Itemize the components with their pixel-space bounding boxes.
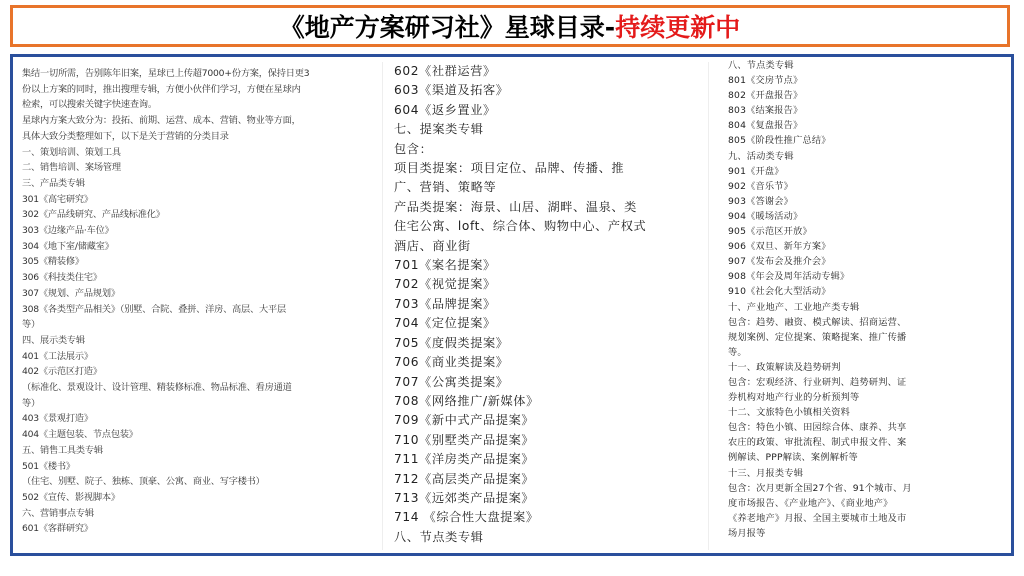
catalog-line: 708《网络推广/新媒体》 — [394, 393, 539, 408]
catalog-line: 农庄的政策、审批流程、制式申报文件、案 — [728, 437, 907, 449]
catalog-line: 星球内方案大致分为：投拓、前期、运营、成本、营销、物业等方面， — [22, 115, 301, 127]
catalog-line: 份以上方案的同时，推出搜理专辑，方便小伙伴们学习，方便在星球内 — [22, 83, 301, 95]
catalog-line: （标准化、景观设计、设计管理、精装修标准、物品标准、看房通道 — [22, 382, 292, 394]
catalog-line: 酒店、商业街 — [394, 238, 471, 253]
catalog-line: 707《公寓类提案》 — [394, 374, 509, 389]
catalog-line: 304《地下室/储藏室》 — [22, 240, 114, 252]
catalog-line: 906《双旦、新年方案》 — [728, 241, 831, 253]
catalog-line: 601《客群研究》 — [22, 523, 93, 535]
catalog-line: 603《渠道及拓客》 — [394, 83, 509, 98]
catalog-line: 901《开盘》 — [728, 165, 784, 177]
catalog-line: 604《返乡置业》 — [394, 102, 496, 117]
catalog-column-3 — [728, 58, 990, 556]
catalog-line: 602《社群运营》 — [394, 64, 496, 78]
catalog-line: 805《阶段性推广总结》 — [728, 135, 831, 147]
catalog-line: 等。 — [728, 346, 747, 358]
catalog-line: 401《工法展示》 — [22, 350, 93, 362]
catalog-line: 714 《综合性大盘提案》 — [394, 510, 539, 525]
catalog-line: 303《边缘产品·车位》 — [22, 225, 114, 237]
catalog-line: 702《视觉提案》 — [394, 277, 496, 292]
catalog-line: 等） — [22, 397, 40, 409]
catalog-line: 住宅公寓、loft、综合体、购物中心、产权式 — [394, 219, 647, 234]
catalog-line: 306《科技类住宅》 — [22, 272, 102, 284]
catalog-line: 规划案例、定位提案、策略提案、推广传播 — [728, 331, 907, 343]
catalog-line: 包含：趋势、融资、模式解读、招商运营、 — [728, 316, 907, 328]
catalog-line: 产品类提案：海景、山居、湖畔、温泉、类 — [394, 199, 637, 214]
catalog-line: 广、营销、策略等 — [394, 180, 497, 195]
column-divider — [708, 62, 709, 550]
catalog-line: 《养老地产》月报、全国主要城市土地及市 — [728, 512, 907, 524]
catalog-line: 701《案名提案》 — [394, 258, 496, 273]
column-divider — [382, 62, 383, 550]
catalog-line: 包含：特色小镇、田园综合体、康养、共享 — [728, 422, 907, 434]
catalog-line: 一、策划培训、策划工具 — [22, 146, 121, 158]
catalog-line: 910《社会化大型活动》 — [728, 286, 831, 298]
catalog-line: 集结一切所需，告别陈年旧案，星球已上传超7000+份方案，保持日更3 — [22, 68, 310, 79]
page-title — [280, 8, 740, 44]
catalog-line: 三、产品类专辑 — [22, 177, 85, 189]
catalog-line: 八、节点类专辑 — [394, 529, 484, 544]
title-highlight: 持续更新中 — [615, 13, 741, 42]
catalog-line: 801《交房节点》 — [728, 75, 803, 87]
catalog-line: 706《商业类提案》 — [394, 355, 509, 370]
catalog-line: 等） — [22, 319, 40, 331]
catalog-line: 709《新中式产品提案》 — [394, 413, 535, 428]
catalog-line: 具体大致分类整理如下，以下是关于营销的分类目录 — [22, 130, 229, 142]
catalog-line: 十二、文旅特色小镇相关资料 — [728, 407, 851, 419]
catalog-line: 九、活动类专辑 — [728, 150, 794, 162]
catalog-line: 包含：宏观经济、行业研判、趋势研判、证 — [728, 376, 907, 388]
catalog-line: 903《答谢会》 — [728, 195, 794, 207]
catalog-line: 705《度假类提案》 — [394, 335, 509, 350]
catalog-line: 十三、月报类专辑 — [728, 467, 804, 479]
catalog-line: 307《规划、产品规划》 — [22, 287, 120, 299]
catalog-line: 712《高层类产品提案》 — [394, 471, 535, 486]
catalog-line: （住宅、别墅、院子、独栋、顶豪、公寓、商业、写字楼书） — [22, 476, 265, 488]
catalog-line: 404《主题包装、节点包装》 — [22, 429, 138, 441]
catalog-line: 713《远郊类产品提案》 — [394, 490, 535, 505]
catalog-line: 804《复盘报告》 — [728, 120, 803, 132]
catalog-line: 301《高宅研究》 — [22, 193, 93, 205]
catalog-line: 803《结案报告》 — [728, 105, 803, 117]
catalog-line: 704《定位提案》 — [394, 316, 496, 331]
catalog-line: 度市场报告、《产业地产》、《商业地产》 — [728, 497, 893, 509]
catalog-line: 项目类提案：项目定位、品牌、传播、推 — [394, 161, 625, 176]
catalog-line: 十一、政策解读及趋势研判 — [728, 361, 841, 373]
catalog-line: 二、销售培训、案场管理 — [22, 162, 121, 174]
catalog-line: 场月报等 — [728, 527, 766, 539]
catalog-line: 包含：次月更新全国27个省、91个城市、月 — [728, 482, 912, 494]
catalog-column-2 — [394, 62, 694, 556]
catalog-line: 710《别墅类产品提案》 — [394, 432, 535, 447]
catalog-line: 904《暖场活动》 — [728, 210, 803, 222]
catalog-line: 711《洋房类产品提案》 — [394, 452, 535, 467]
catalog-line: 例解读、PPP解读、案例解析等 — [728, 452, 858, 464]
catalog-line: 308《各类型产品相关》（别墅、合院、叠拼、洋房、高层、大平层 — [22, 303, 286, 315]
catalog-line: 501《楼书》 — [22, 460, 75, 472]
catalog-line: 403《景观打造》 — [22, 413, 93, 425]
catalog-line: 703《品牌提案》 — [394, 296, 496, 311]
catalog-line: 包含： — [394, 141, 433, 156]
catalog-line: 五、销售工具类专辑 — [22, 444, 103, 456]
catalog-line: 902《音乐节》 — [728, 180, 794, 192]
catalog-line: 907《发布会及推介会》 — [728, 256, 831, 268]
catalog-line: 908《年会及周年活动专辑》 — [728, 271, 850, 283]
catalog-line: 七、提案类专辑 — [394, 122, 484, 137]
title-banner — [10, 5, 1010, 47]
catalog-line: 四、展示类专辑 — [22, 334, 85, 346]
catalog-line: 八、节点类专辑 — [728, 60, 794, 71]
catalog-line: 802《开盘报告》 — [728, 90, 803, 102]
catalog-line: 905《示范区开放》 — [728, 226, 812, 238]
title-main: 《地产方案研习社》星球目录- — [279, 13, 616, 42]
catalog-line: 券机构对地产行业的分析预判等 — [728, 392, 860, 404]
catalog-line: 检索，可以搜索关键字快速查询。 — [22, 99, 157, 111]
catalog-line: 402《示范区打造》 — [22, 366, 102, 378]
catalog-line: 302《产品线研究、产品线标准化》 — [22, 209, 165, 221]
catalog-line: 十、产业地产、工业地产类专辑 — [728, 301, 860, 313]
catalog-line: 305《精装修》 — [22, 256, 84, 268]
catalog-line: 502《宣传、影视脚本》 — [22, 491, 120, 503]
catalog-column-1 — [22, 66, 370, 556]
catalog-line: 六、营销事点专辑 — [22, 507, 94, 519]
